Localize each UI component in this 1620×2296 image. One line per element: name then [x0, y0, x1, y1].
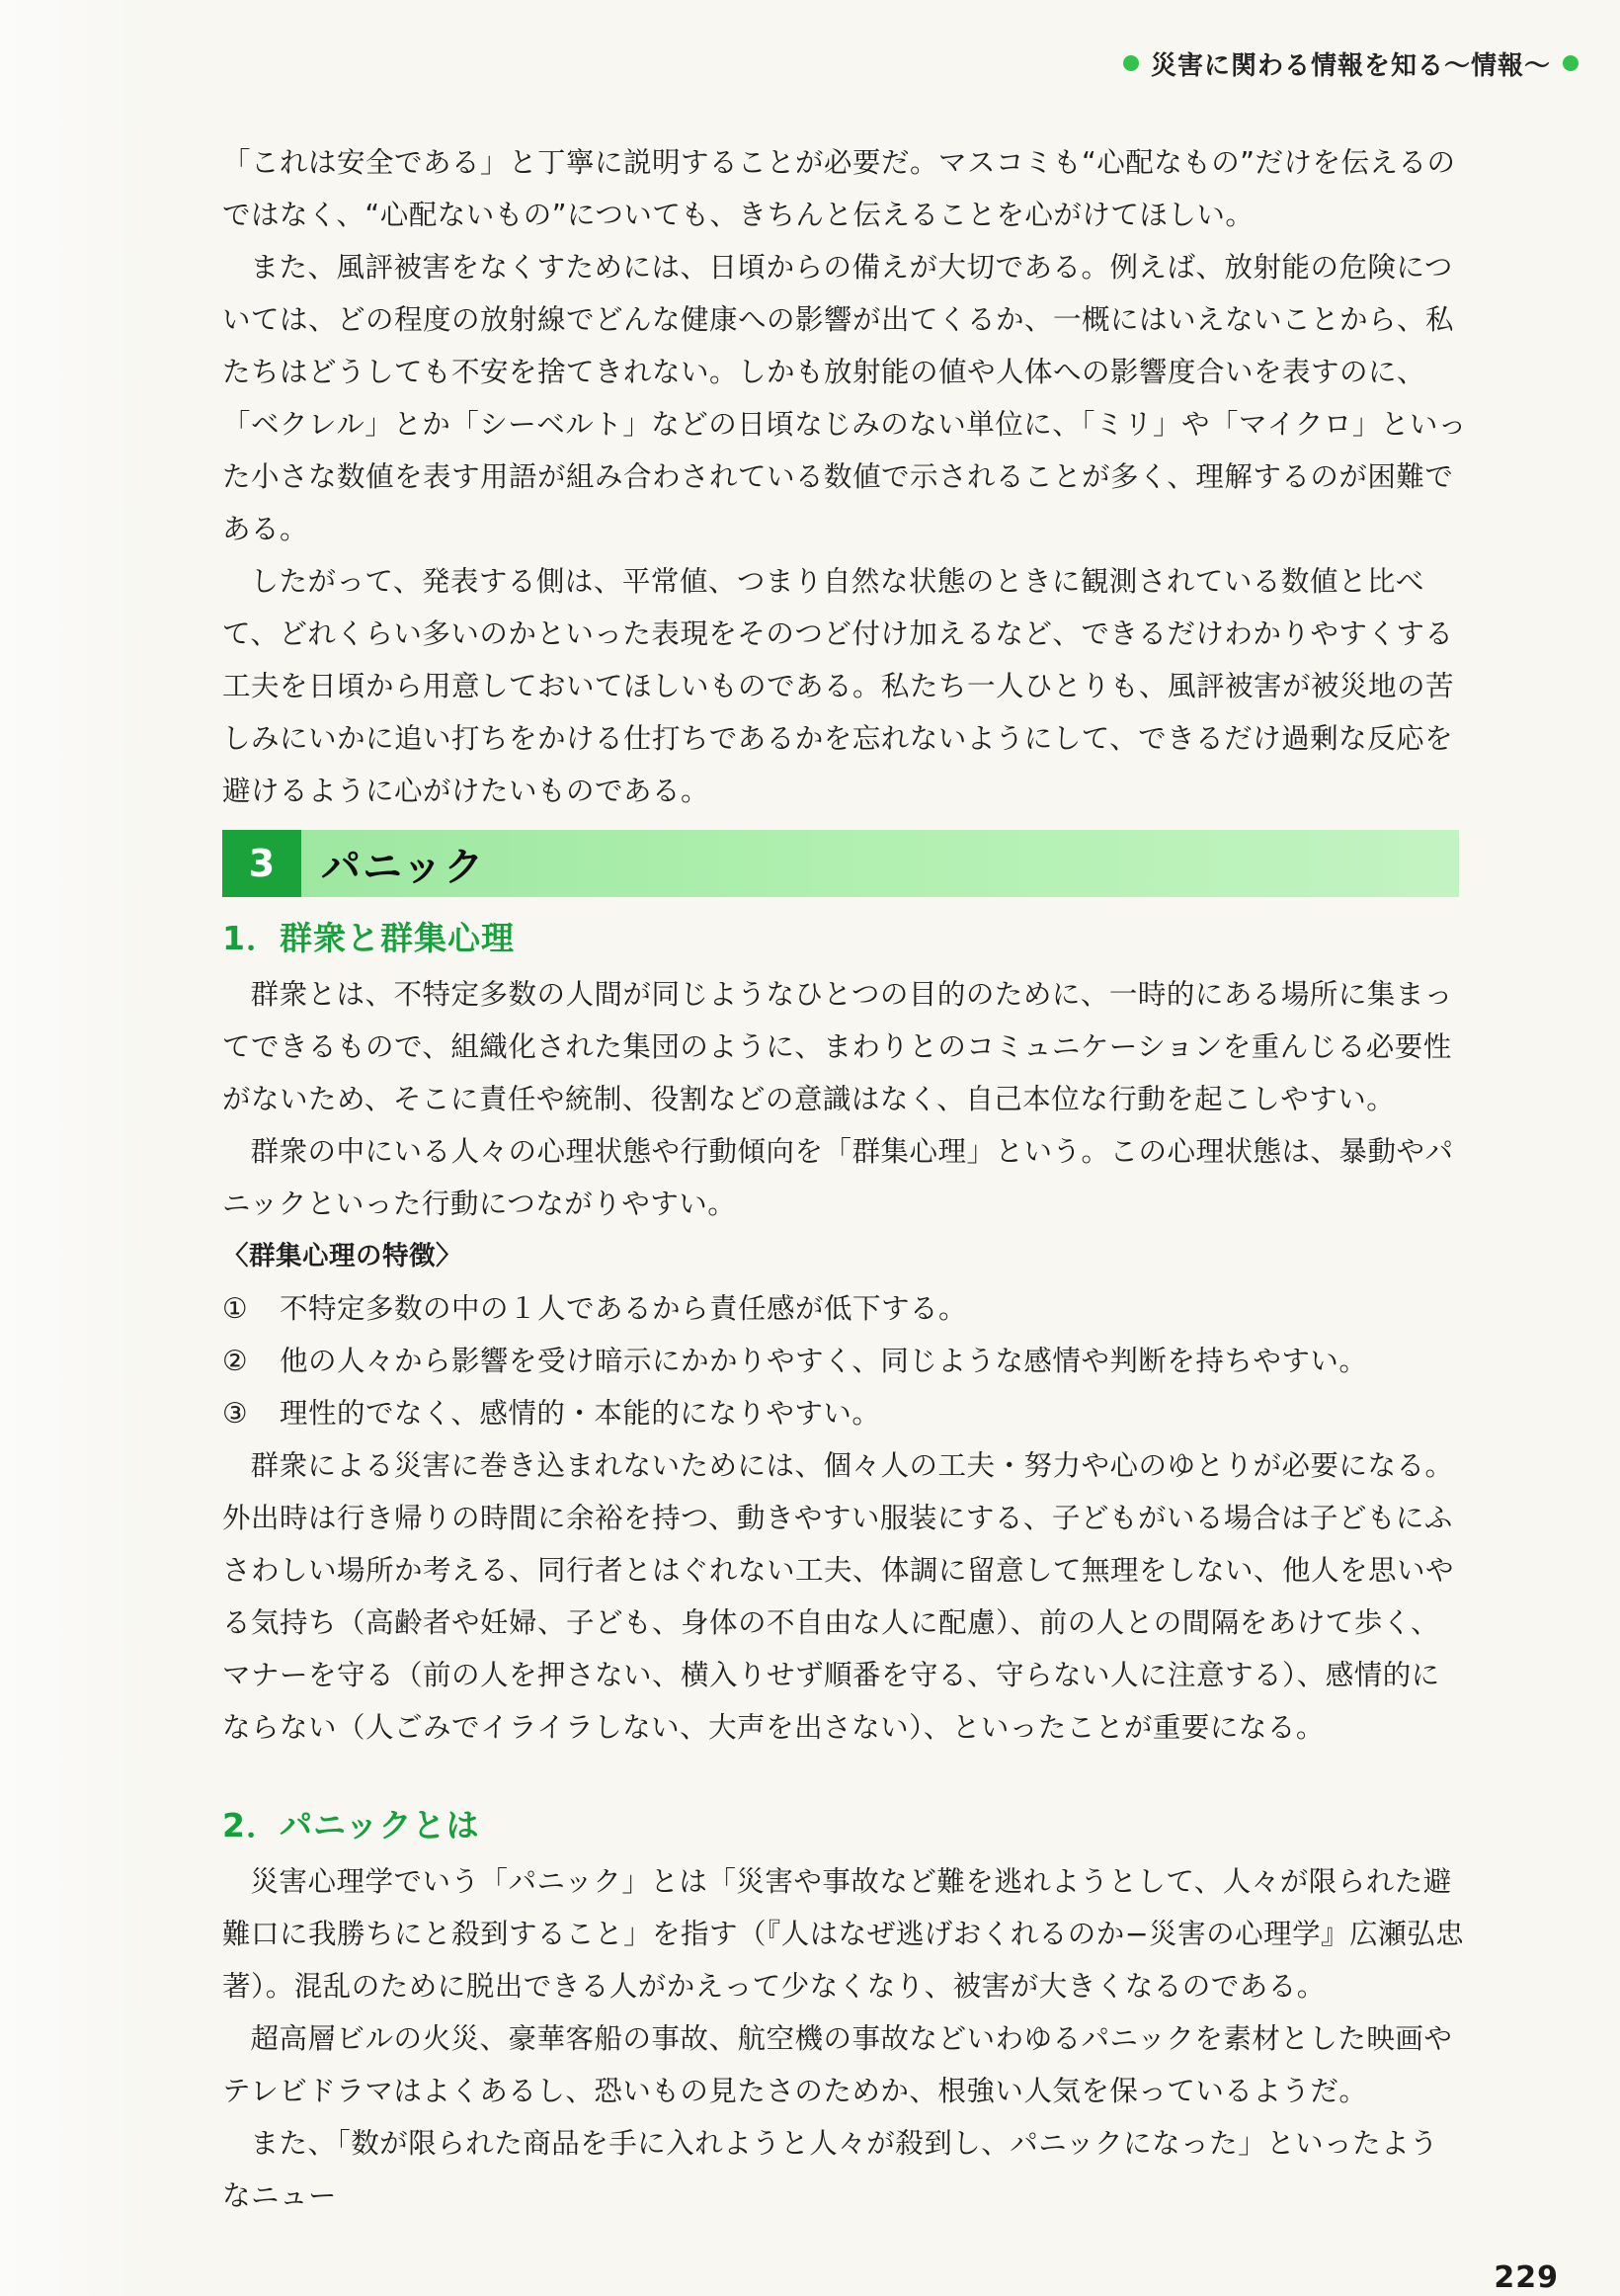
- list-item: [222, 1387, 1467, 1439]
- subsection-heading: 2．パニックとは: [222, 1806, 480, 1845]
- intro-paragraph: また、風評被害をなくすためには、日頃からの備えが大切である。例えば、放射能の危険については、どの程度の放射線でどんな健康への影響が出てくるか、一概にはいえないことから、私たちはどうしても不安を捨てきれない。しかも放射能の値や人体への影響度合いを表すのに、「ベクレル」とか「シーベルト」などの日頃なじみのない単位に、「ミリ」や「マイクロ」といった小さな数値を表す用語が組み合わされている数値で示されることが多く、理解するのが困難である。: [222, 251, 1467, 545]
- page-margin: [0, 0, 148, 2296]
- section-title: パニック: [321, 844, 486, 890]
- bullet-dot-icon: [1123, 55, 1139, 71]
- page-number: 229: [1494, 2260, 1559, 2295]
- features-heading: 〈群集心理の特徴〉: [222, 1241, 462, 1271]
- intro-paragraph: したがって、発表する側は、平常値、つまり自然な状態のときに観測されている数値と比べて、どれくらい多いのかといった表現をそのつど付け加えるなど、できるだけわかりやすくする工夫を日頃から用意しておいてほしいものである。私たち一人ひとりも、風評被害が被災地の苦しみにいかに追い打ちをかける仕打ちであるかを忘れないようにして、できるだけ過剰な反応を避けるように心がけたいものである。: [222, 565, 1455, 807]
- list-item-text: 他の人々から影響を受け暗示にかかりやすく、同じような感情や判断を持ちやすい。: [280, 1345, 1368, 1377]
- list-item-text: 不特定多数の中の１人であるから責任感が低下する。: [280, 1292, 968, 1325]
- body-paragraph: また、「数が限られた商品を手に入れようと人々が殺到し、パニックになった」といったようなニュー: [222, 2127, 1439, 2212]
- body-paragraph: 群衆による災害に巻き込まれないためには、個々人の工夫・努力や心のゆとりが必要になる。外出時は行き帰りの時間に余裕を持つ、動きやすい服装にする、子どもがいる場合は子どもにふさわしい場所か考える、同行者とはぐれない工夫、体調に留意して無理をしない、他人を思いやる気持ち（高齢者や妊婦、子ども、身体の不自由な人に配慮）、前の人との間隔をあけて歩く、マナーを守る（前の人を押さない、横入りせず順番を守る、守らない人に注意する）、感情的にならない（人ごみでイライラしない、大声を出さない）、といったことが重要になる。: [222, 1449, 1455, 1744]
- body-paragraph: 超高層ビルの火災、豪華客船の事故、航空機の事故などいわゆるパニックを素材とした映画やテレビドラマはよくあるし、恐いもの見たさのためか、根強い人気を保っているようだ。: [222, 2022, 1453, 2107]
- section-number: 3: [222, 830, 301, 897]
- running-header: [1123, 43, 1579, 83]
- list-item-number: ①: [222, 1292, 249, 1325]
- list-item-number: ②: [222, 1345, 249, 1377]
- body-paragraph: 群衆とは、不特定多数の人間が同じようなひとつの目的のために、一時的にある場所に集まってできるもので、組織化された集団のように、まわりとのコミュニケーションを重んじる必要性がないため、そこに責任や統制、役割などの意識はなく、自己本位な行動を起こしやすい。: [222, 978, 1453, 1115]
- intro-text: [222, 136, 1467, 817]
- subsection-heading: 1．群衆と群集心理: [222, 919, 515, 957]
- list-item: [222, 1335, 1467, 1387]
- list-item-number: ③: [222, 1397, 249, 1430]
- body-paragraph: 災害心理学でいう「パニック」とは「災害や事故など難を逃れようとして、人々が限られた避難口に我勝ちにと殺到すること」を指す（『人はなぜ逃げおくれるのか−災害の心理学』広瀬弘忠著）。混乱のために脱出できる人がかえって少なくなり、被害が大きくなるのである。: [222, 1865, 1465, 2003]
- body-paragraph: 群衆の中にいる人々の心理状態や行動傾向を「群集心理」という。この心理状態は、暴動やパニックといった行動につながりやすい。: [222, 1135, 1454, 1220]
- section-heading-bar: [222, 830, 1459, 897]
- intro-paragraph: 「これは安全である」と丁寧に説明することが必要だ。マスコミも“心配なもの”だけを伝えるのではなく、“心配ないもの”についても、きちんと伝えることを心がけてほしい。: [222, 146, 1456, 231]
- subsection-1-text: [222, 968, 1467, 1754]
- subsection-2-text: [222, 1855, 1467, 2222]
- bullet-dot-icon: [1563, 55, 1579, 71]
- list-item-text: 理性的でなく、感情的・本能的になりやすい。: [280, 1397, 881, 1430]
- running-header-title: 災害に関わる情報を知る〜情報〜: [1150, 50, 1551, 81]
- list-item: [222, 1282, 1467, 1335]
